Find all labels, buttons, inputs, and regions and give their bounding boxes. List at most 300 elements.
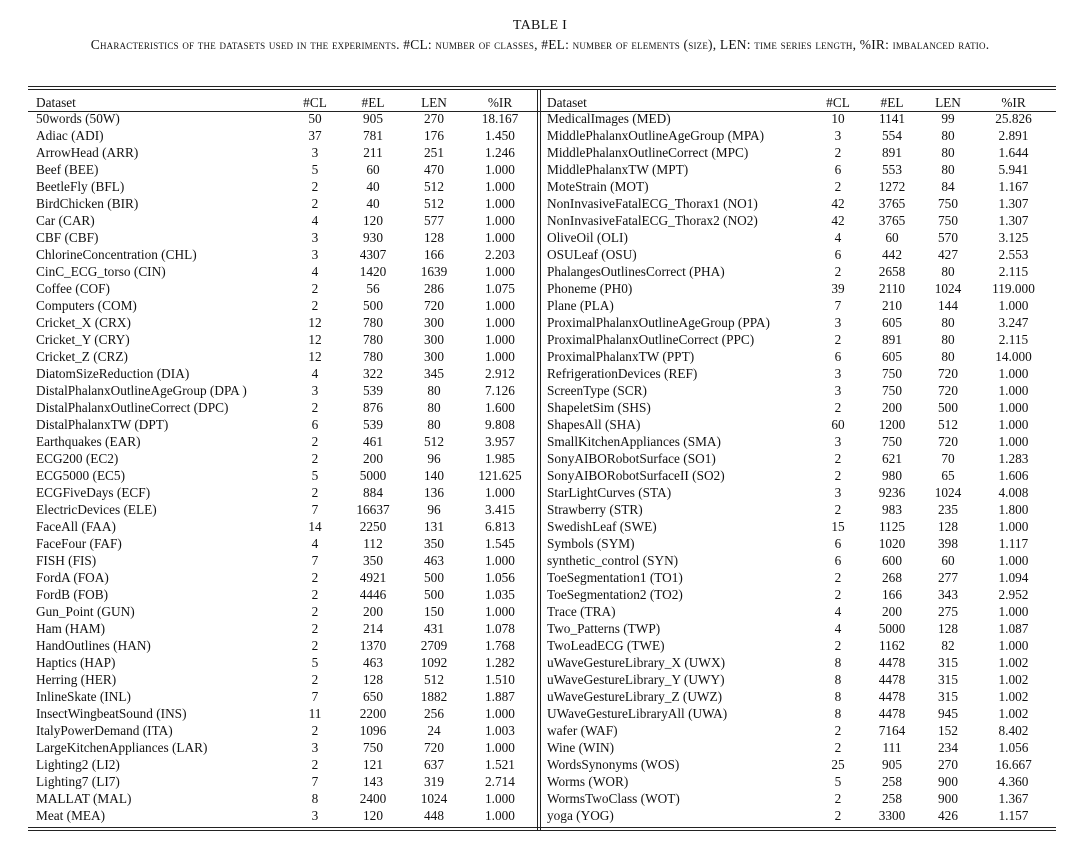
header-dataset: Dataset (36, 94, 76, 110)
imbalance-ratio-cell: 1.367 (998, 791, 1029, 806)
table-row (31, 246, 537, 263)
element-count-cell: 1420 (359, 264, 387, 279)
dataset-name-cell: ToeSegmentation2 (TO2) (547, 587, 683, 602)
element-count-cell: 60 (885, 230, 899, 245)
series-length-cell: 80 (427, 400, 441, 415)
imbalance-ratio-cell: 16.667 (995, 757, 1032, 772)
imbalance-ratio-cell: 2.891 (998, 128, 1029, 143)
series-length-cell: 300 (424, 315, 444, 330)
element-count-cell: 7164 (878, 723, 906, 738)
series-length-cell: 945 (938, 706, 958, 721)
series-length-cell: 512 (424, 179, 444, 194)
element-count-cell: 211 (363, 145, 383, 160)
dataset-name-cell: ProximalPhalanxOutlineCorrect (PPC) (547, 332, 755, 347)
table-row (31, 416, 537, 433)
element-count-cell: 891 (882, 145, 902, 160)
table-row (542, 127, 1053, 144)
imbalance-ratio-cell: 2.203 (485, 247, 515, 262)
imbalance-ratio-cell: 2.714 (485, 774, 515, 789)
series-length-cell: 144 (938, 298, 958, 313)
element-count-cell: 780 (363, 332, 383, 347)
element-count-cell: 539 (363, 417, 383, 432)
series-length-cell: 720 (938, 383, 958, 398)
dataset-name-cell: Gun_Point (GUN) (36, 604, 135, 619)
dataset-name-cell: WordsSynonyms (WOS) (547, 757, 680, 772)
class-count-cell: 3 (311, 740, 319, 755)
class-count-cell: 2 (834, 587, 842, 602)
element-count-cell: 4478 (878, 689, 906, 704)
element-count-cell: 258 (882, 791, 902, 806)
dataset-name-cell: Phoneme (PH0) (547, 281, 633, 296)
header-row (542, 94, 1053, 110)
table-row (542, 263, 1053, 280)
imbalance-ratio-cell: 1.117 (998, 536, 1029, 551)
class-count-cell: 2 (311, 298, 319, 313)
element-count-cell: 750 (882, 366, 902, 381)
series-length-cell: 315 (938, 655, 958, 670)
table-row (542, 620, 1053, 637)
series-length-cell: 500 (424, 570, 444, 585)
series-length-cell: 315 (938, 689, 958, 704)
class-count-cell: 4 (311, 536, 319, 551)
series-length-cell: 512 (938, 417, 958, 432)
table-row (31, 467, 537, 484)
element-count-cell: 884 (363, 485, 383, 500)
element-count-cell: 200 (882, 400, 902, 415)
imbalance-ratio-cell: 8.402 (998, 723, 1029, 738)
class-count-cell: 5 (311, 162, 319, 177)
dataset-name-cell: Cricket_Y (CRY) (36, 332, 130, 347)
series-length-cell: 448 (424, 808, 444, 823)
element-count-cell: 5000 (359, 468, 387, 483)
element-count-cell: 1020 (878, 536, 906, 551)
imbalance-ratio-cell: 1.000 (485, 179, 515, 194)
dataset-name-cell: NonInvasiveFatalECG_Thorax1 (NO1) (547, 196, 758, 211)
element-count-cell: 258 (882, 774, 902, 789)
table-row (31, 195, 537, 212)
series-length-cell: 426 (938, 808, 958, 823)
element-count-cell: 9236 (878, 485, 906, 500)
dataset-name-cell: MiddlePhalanxOutlineAgeGroup (MPA) (547, 128, 765, 143)
class-count-cell: 2 (834, 740, 842, 755)
datasets-table-right (542, 94, 1053, 824)
table-row (542, 433, 1053, 450)
imbalance-ratio-cell: 1.307 (998, 213, 1029, 228)
class-count-cell: 37 (308, 128, 322, 143)
element-count-cell: 539 (363, 383, 383, 398)
class-count-cell: 2 (311, 604, 319, 619)
series-length-cell: 82 (941, 638, 955, 653)
class-count-cell: 2 (311, 196, 319, 211)
dataset-name-cell: Cricket_X (CRX) (36, 315, 131, 330)
class-count-cell: 7 (311, 553, 319, 568)
class-count-cell: 2 (311, 451, 319, 466)
imbalance-ratio-cell: 1.167 (998, 179, 1029, 194)
imbalance-ratio-cell: 1.000 (485, 196, 515, 211)
element-count-cell: 200 (882, 604, 902, 619)
element-count-cell: 2400 (359, 791, 387, 806)
table-row (542, 552, 1053, 569)
imbalance-ratio-cell: 1.000 (998, 434, 1029, 449)
element-count-cell: 780 (363, 315, 383, 330)
series-length-cell: 80 (941, 315, 955, 330)
class-count-cell: 8 (834, 706, 842, 721)
dataset-name-cell: wafer (WAF) (547, 723, 618, 738)
table-row (542, 637, 1053, 654)
dataset-name-cell: Computers (COM) (36, 298, 137, 313)
imbalance-ratio-cell: 1.078 (485, 621, 515, 636)
dataset-name-cell: Coffee (COF) (36, 281, 110, 296)
dataset-name-cell: ScreenType (SCR) (547, 383, 647, 398)
element-count-cell: 2250 (359, 519, 387, 534)
series-length-cell: 500 (424, 587, 444, 602)
imbalance-ratio-cell: 1.000 (998, 383, 1029, 398)
series-length-cell: 96 (427, 502, 441, 517)
imbalance-ratio-cell: 1.000 (998, 553, 1029, 568)
class-count-cell: 2 (834, 145, 842, 160)
class-count-cell: 2 (311, 587, 319, 602)
series-length-cell: 720 (938, 366, 958, 381)
table-row (542, 773, 1053, 790)
table-row (31, 807, 537, 824)
table-row (31, 518, 537, 535)
table-row (31, 450, 537, 467)
element-count-cell: 210 (882, 298, 902, 313)
table-row (31, 603, 537, 620)
series-length-cell: 150 (424, 604, 444, 619)
element-count-cell: 1096 (359, 723, 387, 738)
imbalance-ratio-cell: 1.000 (485, 706, 515, 721)
element-count-cell: 3300 (878, 808, 906, 823)
dataset-name-cell: ECG5000 (EC5) (36, 468, 126, 483)
imbalance-ratio-cell: 121.625 (478, 468, 522, 483)
class-count-cell: 2 (834, 332, 842, 347)
series-length-cell: 131 (424, 519, 444, 534)
element-count-cell: 930 (363, 230, 383, 245)
table-row (31, 348, 537, 365)
dataset-name-cell: ElectricDevices (ELE) (36, 502, 157, 517)
element-count-cell: 500 (363, 298, 383, 313)
dataset-name-cell: Trace (TRA) (547, 604, 616, 619)
table-row (31, 637, 537, 654)
class-count-cell: 14 (308, 519, 322, 534)
dataset-name-cell: ArrowHead (ARR) (36, 145, 139, 160)
series-length-cell: 152 (938, 723, 958, 738)
table-row (542, 348, 1053, 365)
class-count-cell: 2 (311, 281, 319, 296)
dataset-name-cell: ECGFiveDays (ECF) (36, 485, 151, 500)
element-count-cell: 1141 (878, 111, 906, 126)
imbalance-ratio-cell: 7.126 (485, 383, 515, 398)
table-row (31, 773, 537, 790)
table-row (542, 535, 1053, 552)
element-count-cell: 463 (363, 655, 383, 670)
imbalance-ratio-cell: 1.000 (485, 808, 515, 823)
class-count-cell: 8 (834, 689, 842, 704)
imbalance-ratio-cell: 25.826 (995, 111, 1032, 126)
imbalance-ratio-cell: 1.283 (998, 451, 1029, 466)
class-count-cell: 6 (834, 162, 842, 177)
dataset-name-cell: Worms (WOR) (547, 774, 629, 789)
header-row (31, 94, 537, 110)
class-count-cell: 7 (311, 774, 319, 789)
header-classes: #CL (303, 94, 327, 110)
class-count-cell: 3 (834, 434, 842, 449)
series-length-cell: 234 (938, 740, 958, 755)
dataset-name-cell: 50words (50W) (36, 111, 120, 126)
header-length: LEN (421, 94, 447, 110)
element-count-cell: 56 (366, 281, 380, 296)
element-count-cell: 983 (882, 502, 902, 517)
table-row (31, 365, 537, 382)
class-count-cell: 2 (834, 179, 842, 194)
series-length-cell: 80 (941, 162, 955, 177)
imbalance-ratio-cell: 1.000 (485, 791, 515, 806)
series-length-cell: 84 (941, 179, 955, 194)
imbalance-ratio-cell: 1.056 (998, 740, 1029, 755)
element-count-cell: 750 (363, 740, 383, 755)
table-row (542, 212, 1053, 229)
class-count-cell: 4 (311, 366, 319, 381)
imbalance-ratio-cell: 1.002 (998, 689, 1029, 704)
dataset-name-cell: uWaveGestureLibrary_X (UWX) (547, 655, 725, 670)
imbalance-ratio-cell: 1.000 (485, 349, 515, 364)
series-length-cell: 463 (424, 553, 444, 568)
element-count-cell: 121 (363, 757, 383, 772)
table-row (542, 705, 1053, 722)
class-count-cell: 4 (834, 604, 842, 619)
imbalance-ratio-cell: 1.800 (998, 502, 1029, 517)
table-row (542, 739, 1053, 756)
table-row (31, 331, 537, 348)
series-length-cell: 80 (941, 332, 955, 347)
table-row (542, 518, 1053, 535)
table-row (31, 654, 537, 671)
dataset-name-cell: yoga (YOG) (547, 808, 614, 823)
element-count-cell: 111 (882, 740, 902, 755)
header-length: LEN (935, 94, 961, 110)
imbalance-ratio-cell: 5.941 (998, 162, 1029, 177)
element-count-cell: 120 (363, 213, 383, 228)
element-count-cell: 128 (363, 672, 383, 687)
class-count-cell: 2 (834, 502, 842, 517)
class-count-cell: 2 (311, 400, 319, 415)
imbalance-ratio-cell: 1.510 (485, 672, 515, 687)
series-length-cell: 470 (424, 162, 444, 177)
series-length-cell: 300 (424, 349, 444, 364)
series-length-cell: 128 (938, 621, 958, 636)
imbalance-ratio-cell: 1.003 (485, 723, 515, 738)
table-row (542, 688, 1053, 705)
series-length-cell: 750 (938, 213, 958, 228)
series-length-cell: 24 (427, 723, 441, 738)
imbalance-ratio-cell: 4.008 (998, 485, 1029, 500)
dataset-name-cell: OSULeaf (OSU) (547, 247, 637, 262)
bottom-rule-inner (28, 830, 1056, 831)
table-row (31, 688, 537, 705)
dataset-name-cell: Lighting2 (LI2) (36, 757, 120, 772)
class-count-cell: 2 (311, 485, 319, 500)
table-row (31, 212, 537, 229)
imbalance-ratio-cell: 1.000 (998, 366, 1029, 381)
imbalance-ratio-cell: 3.125 (998, 230, 1029, 245)
element-count-cell: 2200 (359, 706, 387, 721)
imbalance-ratio-cell: 9.808 (485, 417, 515, 432)
element-count-cell: 143 (363, 774, 383, 789)
table-row (31, 790, 537, 807)
dataset-name-cell: Herring (HER) (36, 672, 117, 687)
class-count-cell: 7 (834, 298, 842, 313)
element-count-cell: 4921 (359, 570, 387, 585)
class-count-cell: 2 (311, 179, 319, 194)
imbalance-ratio-cell: 1.000 (485, 604, 515, 619)
element-count-cell: 1370 (359, 638, 387, 653)
dataset-name-cell: Haptics (HAP) (36, 655, 116, 670)
class-count-cell: 6 (834, 553, 842, 568)
table-row (31, 484, 537, 501)
table-row (542, 229, 1053, 246)
class-count-cell: 2 (834, 570, 842, 585)
class-count-cell: 42 (831, 213, 845, 228)
dataset-name-cell: DiatomSizeReduction (DIA) (36, 366, 190, 381)
header-imbalance: %IR (1001, 94, 1026, 110)
element-count-cell: 750 (882, 383, 902, 398)
dataset-name-cell: SonyAIBORobotSurfaceII (SO2) (547, 468, 725, 483)
element-count-cell: 980 (882, 468, 902, 483)
table-row (542, 297, 1053, 314)
imbalance-ratio-cell: 6.813 (485, 519, 515, 534)
table-row (31, 127, 537, 144)
class-count-cell: 8 (311, 791, 319, 806)
dataset-name-cell: MALLAT (MAL) (36, 791, 132, 806)
element-count-cell: 40 (366, 179, 380, 194)
dataset-name-cell: Two_Patterns (TWP) (547, 621, 661, 636)
imbalance-ratio-cell: 1.035 (485, 587, 515, 602)
series-length-cell: 1024 (934, 485, 962, 500)
series-length-cell: 235 (938, 502, 958, 517)
top-rule (28, 86, 1056, 87)
imbalance-ratio-cell: 1.056 (485, 570, 515, 585)
top-rule-inner (28, 89, 1056, 90)
table-row (542, 178, 1053, 195)
table-row (31, 739, 537, 756)
dataset-name-cell: UWaveGestureLibraryAll (UWA) (547, 706, 728, 721)
element-count-cell: 16637 (356, 502, 390, 517)
element-count-cell: 322 (363, 366, 383, 381)
table-row (31, 722, 537, 739)
dataset-name-cell: MiddlePhalanxOutlineCorrect (MPC) (547, 145, 749, 160)
imbalance-ratio-cell: 1.768 (485, 638, 515, 653)
class-count-cell: 3 (834, 383, 842, 398)
series-length-cell: 1882 (420, 689, 448, 704)
table-row (31, 586, 537, 603)
dataset-name-cell: MedicalImages (MED) (547, 111, 671, 126)
series-length-cell: 315 (938, 672, 958, 687)
dataset-name-cell: ProximalPhalanxTW (PPT) (547, 349, 695, 364)
table-row (542, 399, 1053, 416)
dataset-name-cell: FaceAll (FAA) (36, 519, 116, 534)
element-count-cell: 2658 (878, 264, 906, 279)
dataset-name-cell: Meat (MEA) (36, 808, 106, 823)
series-length-cell: 65 (941, 468, 955, 483)
element-count-cell: 650 (363, 689, 383, 704)
imbalance-ratio-cell: 1.000 (485, 332, 515, 347)
imbalance-ratio-cell: 14.000 (995, 349, 1032, 364)
series-length-cell: 720 (424, 298, 444, 313)
dataset-name-cell: Lighting7 (LI7) (36, 774, 120, 789)
element-count-cell: 60 (366, 162, 380, 177)
table-row (31, 671, 537, 688)
table-row (542, 654, 1053, 671)
dataset-name-cell: CinC_ECG_torso (CIN) (36, 264, 166, 279)
class-count-cell: 6 (834, 247, 842, 262)
dataset-name-cell: MoteStrain (MOT) (547, 179, 649, 194)
header-elements: #EL (880, 94, 904, 110)
dataset-name-cell: Symbols (SYM) (547, 536, 635, 551)
table-row (542, 382, 1053, 399)
element-count-cell: 600 (882, 553, 902, 568)
series-length-cell: 80 (941, 349, 955, 364)
dataset-name-cell: ToeSegmentation1 (TO1) (547, 570, 683, 585)
table-row (31, 535, 537, 552)
series-length-cell: 136 (424, 485, 444, 500)
table-row (31, 382, 537, 399)
element-count-cell: 905 (882, 757, 902, 772)
series-length-cell: 99 (941, 111, 955, 126)
class-count-cell: 2 (311, 672, 319, 687)
dataset-name-cell: Beef (BEE) (36, 162, 99, 177)
table-row (31, 314, 537, 331)
header-classes: #CL (826, 94, 850, 110)
series-length-cell: 286 (424, 281, 444, 296)
series-length-cell: 166 (424, 247, 444, 262)
imbalance-ratio-cell: 3.957 (485, 434, 515, 449)
class-count-cell: 2 (311, 434, 319, 449)
imbalance-ratio-cell: 1.000 (485, 315, 515, 330)
class-count-cell: 12 (308, 332, 322, 347)
series-length-cell: 750 (938, 196, 958, 211)
element-count-cell: 4478 (878, 672, 906, 687)
dataset-name-cell: uWaveGestureLibrary_Z (UWZ) (547, 689, 723, 704)
imbalance-ratio-cell: 1.075 (485, 281, 515, 296)
element-count-cell: 3765 (878, 196, 906, 211)
class-count-cell: 3 (834, 366, 842, 381)
imbalance-ratio-cell: 2.912 (485, 366, 515, 381)
element-count-cell: 40 (366, 196, 380, 211)
table-caption: Characteristics of the datasets used in the experiments. #CL: number of classes, #EL: number of elements (size), LEN: time series length, %IR: imbalanced ratio. (90, 37, 990, 52)
series-length-cell: 176 (424, 128, 444, 143)
dataset-name-cell: BeetleFly (BFL) (36, 179, 125, 194)
dataset-name-cell: Ham (HAM) (36, 621, 106, 636)
imbalance-ratio-cell: 4.360 (998, 774, 1029, 789)
dataset-name-cell: BirdChicken (BIR) (36, 196, 139, 211)
class-count-cell: 2 (834, 791, 842, 806)
series-length-cell: 512 (424, 672, 444, 687)
imbalance-ratio-cell: 1.246 (485, 145, 515, 160)
dataset-name-cell: OliveOil (OLI) (547, 230, 628, 245)
class-count-cell: 2 (834, 638, 842, 653)
table-label: TABLE I (512, 18, 568, 33)
series-length-cell: 500 (938, 400, 958, 415)
imbalance-ratio-cell: 2.952 (998, 587, 1029, 602)
dataset-name-cell: DistalPhalanxTW (DPT) (36, 417, 169, 432)
element-count-cell: 4478 (878, 655, 906, 670)
imbalance-ratio-cell: 1.282 (485, 655, 515, 670)
imbalance-ratio-cell: 1.002 (998, 655, 1029, 670)
table-row (31, 161, 537, 178)
class-count-cell: 4 (311, 213, 319, 228)
element-count-cell: 554 (882, 128, 902, 143)
